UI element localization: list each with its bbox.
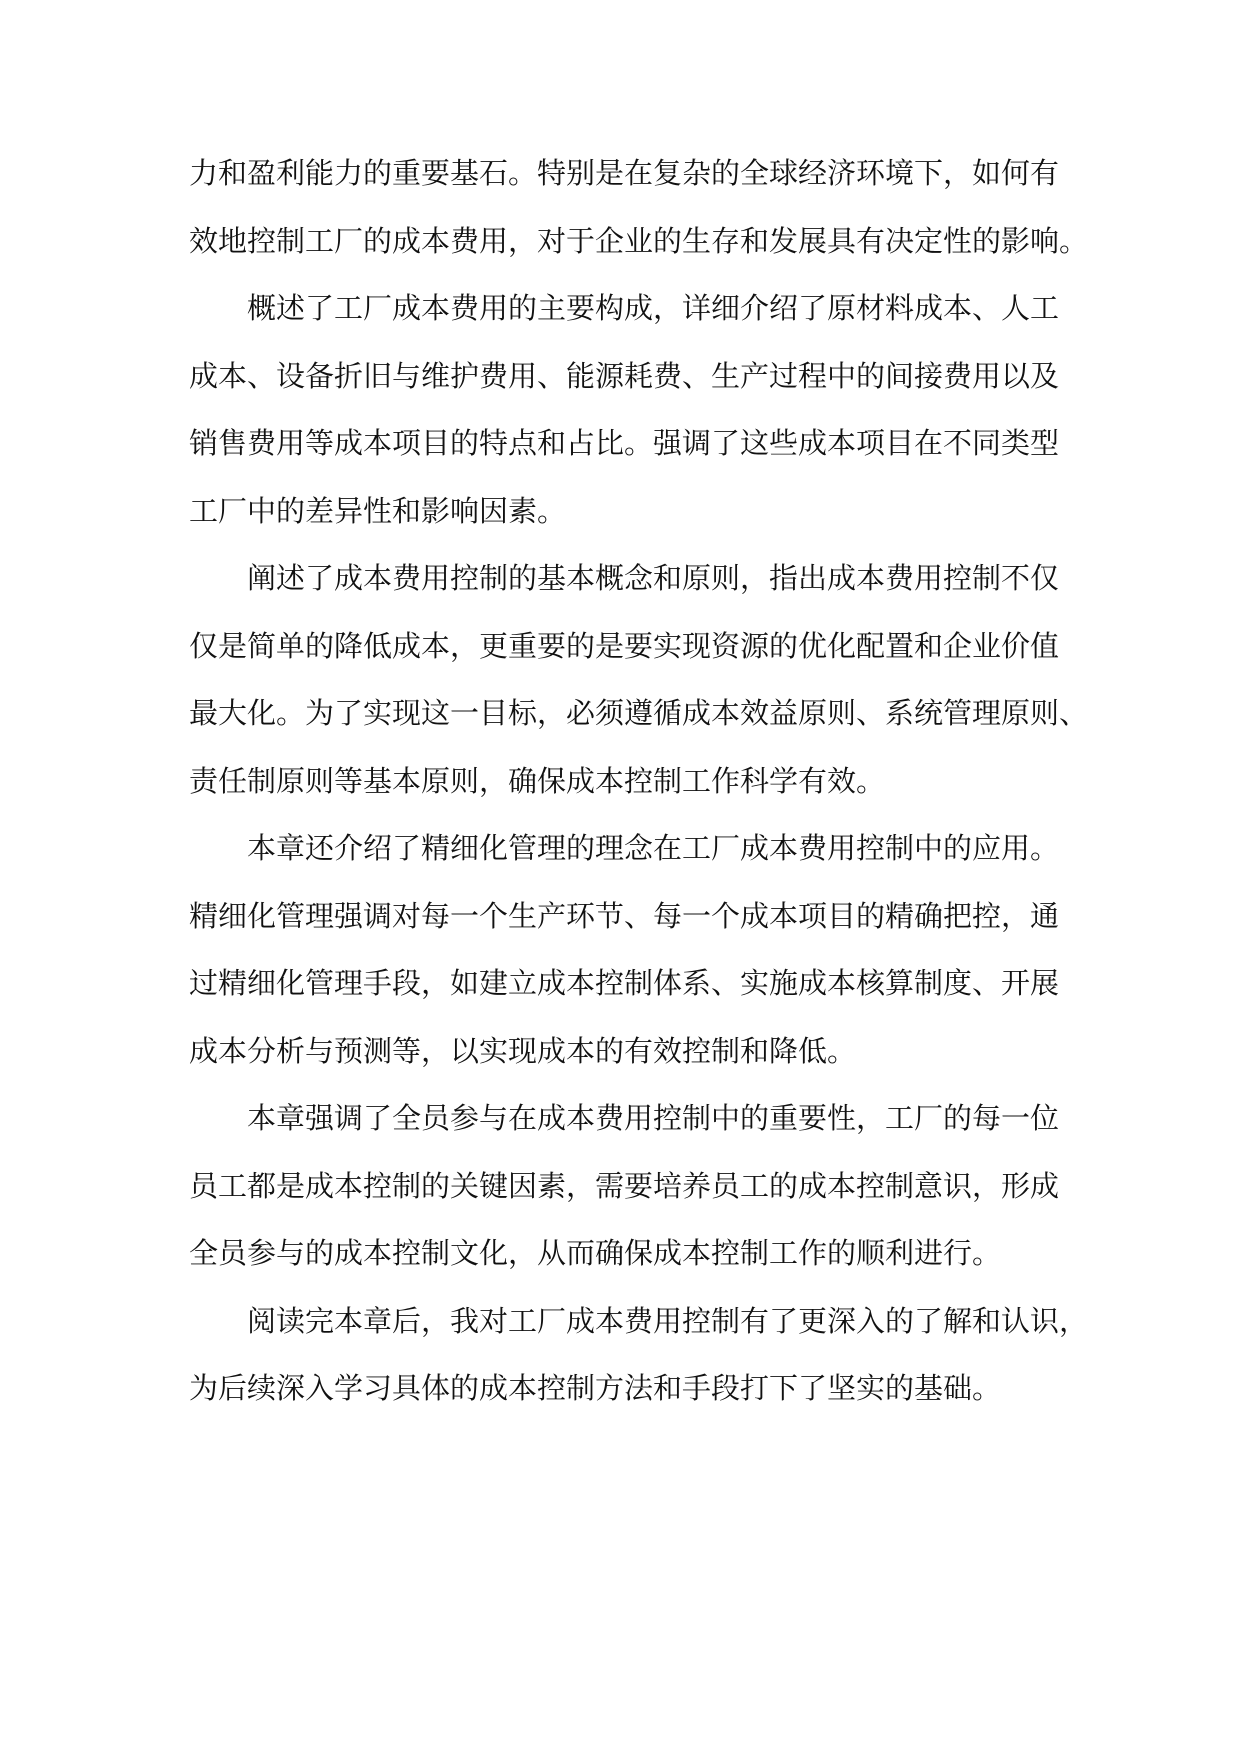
text-line: 成本分析与预测等，以实现成本的有效控制和降低。 [189, 1033, 857, 1068]
text-line: 效地控制工厂的成本费用，对于企业的生存和发展具有决定性的影响。 [189, 223, 1089, 258]
text-line: 力和盈利能力的重要基石。特别是在复杂的全球经济环境下，如何有 [189, 156, 1060, 190]
paragraph-4 [189, 815, 1060, 1085]
text-line: 工厂中的差异性和影响因素。 [189, 493, 567, 528]
paragraph-6 [189, 1288, 1089, 1423]
text-line: 本章还介绍了精细化管理的理念在工厂成本费用控制中的应用。 [247, 831, 1060, 865]
text-line: 概述了工厂成本费用的主要构成，详细介绍了原材料成本、人工 [247, 291, 1060, 325]
text-line: 责任制原则等基本原则，确保成本控制工作科学有效。 [189, 763, 886, 798]
text-line: 精细化管理强调对每一个生产环节、每一个成本项目的精确把控，通 [189, 898, 1060, 933]
text-line: 成本、设备折旧与维护费用、能源耗费、生产过程中的间接费用以及 [189, 358, 1060, 393]
text-line: 阅读完本章后，我对工厂成本费用控制有了更深入的了解和认识， [247, 1303, 1089, 1338]
text-line: 最大化。为了实现这一目标，必须遵循成本效益原则、系统管理原则、 [189, 696, 1089, 730]
text-line: 全员参与的成本控制文化，从而确保成本控制工作的顺利进行。 [189, 1236, 1002, 1270]
text-line: 本章强调了全员参与在成本费用控制中的重要性，工厂的每一位 [247, 1101, 1060, 1135]
text-line: 为后续深入学习具体的成本控制方法和手段打下了坚实的基础。 [189, 1371, 1002, 1405]
text-line: 过精细化管理手段，如建立成本控制体系、实施成本核算制度、开展 [189, 966, 1060, 1000]
text-line: 销售费用等成本项目的特点和占比。强调了这些成本项目在不同类型 [189, 426, 1060, 460]
text-line: 阐述了成本费用控制的基本概念和原则，指出成本费用控制不仅 [247, 561, 1060, 595]
paragraph-1 [189, 140, 1089, 275]
text-line: 员工都是成本控制的关键因素，需要培养员工的成本控制意识，形成 [189, 1168, 1060, 1203]
text-line: 仅是简单的降低成本，更重要的是要实现资源的优化配置和企业价值 [189, 628, 1060, 663]
paragraph-2 [189, 275, 1060, 545]
paragraph-5 [189, 1085, 1060, 1288]
body-text [189, 140, 1089, 1423]
paragraph-3 [189, 545, 1089, 815]
